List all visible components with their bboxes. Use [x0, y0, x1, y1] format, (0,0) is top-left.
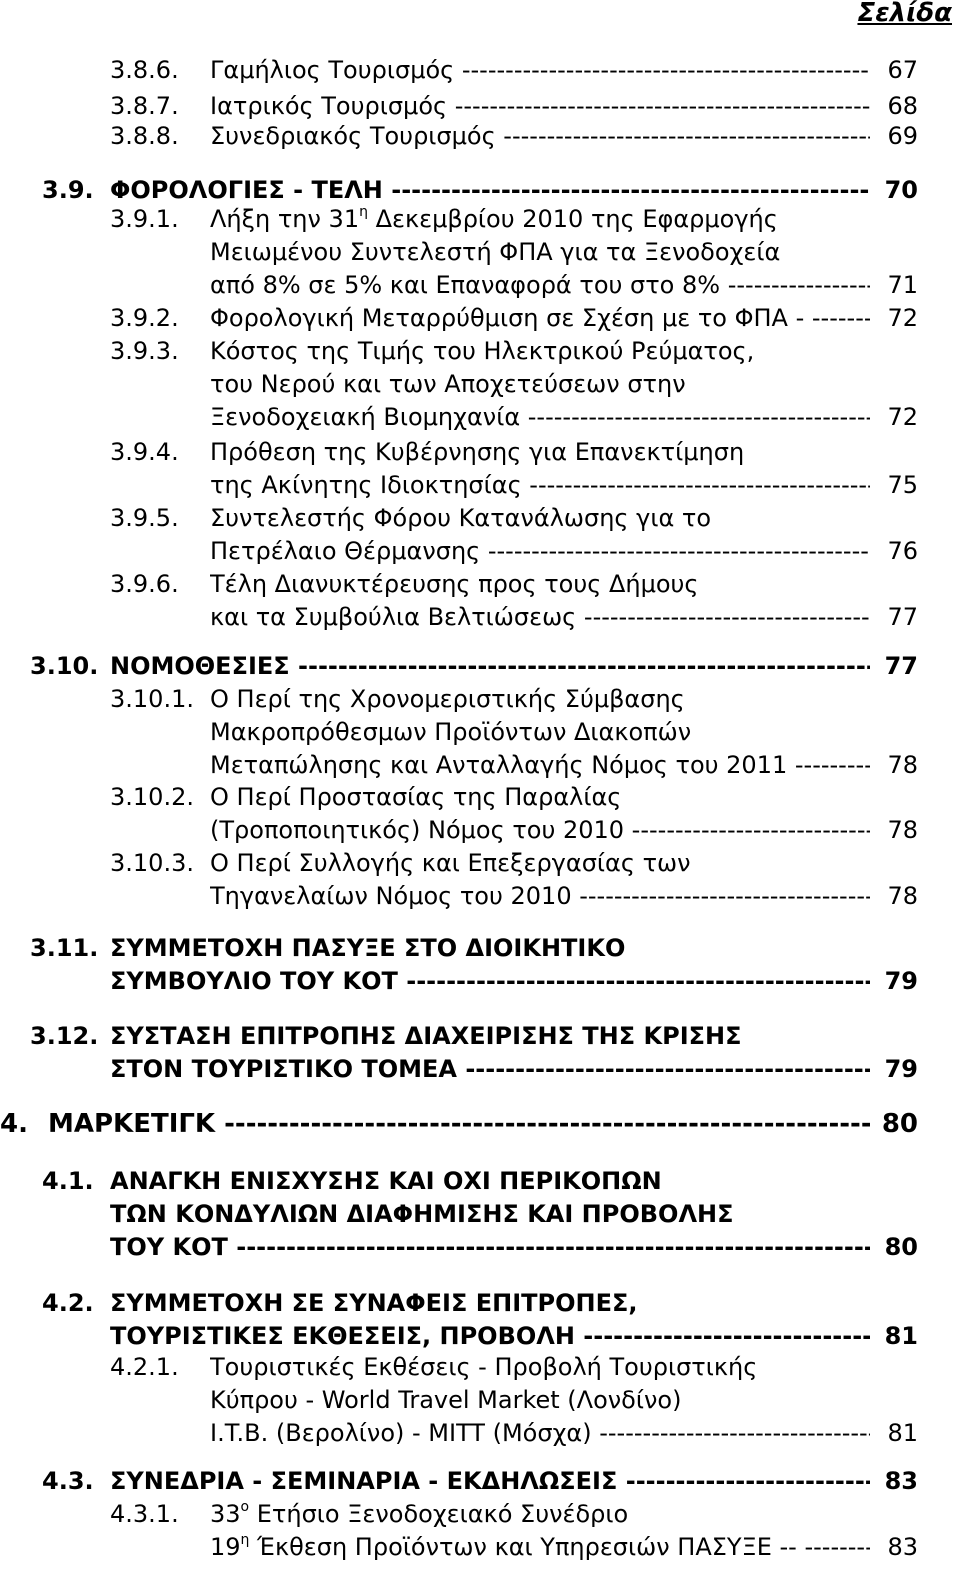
section-title: ΝΟΜΟΘΕΣΙΕΣ -----: [110, 650, 870, 683]
section-title: Πρόθεση της Κυβέρνησης για Επανεκτίμηση: [210, 438, 745, 466]
section-title: του Νερού και των Αποχετεύσεων στην: [210, 370, 686, 398]
page-number: 72: [887, 304, 918, 332]
toc-entry-line[interactable]: [0, 335, 918, 368]
section-title: της Ακίνητης Ιδιοκτησίας -----: [210, 469, 870, 502]
toc-entry-line[interactable]: [0, 781, 918, 814]
toc-entry-line[interactable]: [0, 1053, 918, 1086]
page-number: 71: [887, 271, 918, 299]
section-title: ΜΑΡΚΕΤΙΓΚ -----: [48, 1108, 870, 1141]
page-number: 80: [881, 1109, 918, 1139]
section-number: 3.9.5.: [110, 504, 179, 532]
toc-entry-line[interactable]: [0, 502, 918, 535]
section-title: ΣΥΜΜΕΤΟΧΗ ΣΕ ΣΥΝΑΦΕΙΣ ΕΠΙΤΡΟΠΕΣ,: [110, 1289, 638, 1317]
toc-entry-line[interactable]: [0, 203, 918, 236]
section-number: 3.10.2.: [110, 783, 194, 811]
toc-entry-line[interactable]: [0, 932, 918, 965]
section-number: 3.10.: [30, 652, 99, 680]
toc-entry-line[interactable]: [0, 269, 918, 302]
page-number: 83: [884, 1467, 918, 1495]
section-title: Κύπρου - World Travel Market (Λονδίνο): [210, 1386, 682, 1414]
section-number: 3.11.: [30, 934, 99, 962]
section-number: 3.12.: [30, 1022, 99, 1050]
section-number: 4.2.: [42, 1289, 94, 1317]
section-title: ΣΥΝΕΔΡΙΑ - ΣΕΜΙΝΑΡΙΑ - ΕΚΔΗΛΩΣΕΙΣ -----: [110, 1465, 870, 1498]
section-title: Φορολογική Μεταρρύθμιση σε Σχέση με το ΦΠΑ - -----: [210, 302, 870, 335]
toc-entry-line[interactable]: [0, 302, 918, 335]
section-number: 3.8.7.: [110, 92, 179, 120]
section-title: και τα Συμβούλια Βελτιώσεως -----: [210, 601, 870, 634]
section-number: 4.1.: [42, 1167, 94, 1195]
section-title: Πετρέλαιο Θέρμανσης -----: [210, 535, 870, 568]
section-number: 4.2.1.: [110, 1353, 179, 1381]
section-title: Ο Περί Προστασίας της Παραλίας: [210, 783, 622, 811]
toc-entry-line[interactable]: [0, 847, 918, 880]
toc-entry-line[interactable]: [0, 54, 918, 87]
section-title: I.T.B. (Βερολίνο) - MITT (Μόσχα) -----: [210, 1417, 870, 1450]
toc-entry-line[interactable]: [0, 1531, 918, 1564]
page-number: 75: [887, 471, 918, 499]
section-title: $19^\eta$ Έκθεση Προϊόντων και Υπηρεσιών ΠΑΣΥΞΕ -- -----: [210, 1531, 870, 1564]
toc-entry-line[interactable]: [0, 469, 918, 502]
toc-entry-line[interactable]: [0, 535, 918, 568]
section-number: 3.8.6.: [110, 56, 179, 84]
page-number: 78: [887, 816, 918, 844]
section-title: Μακροπρόθεσμων Προϊόντων Διακοπών: [210, 718, 692, 746]
toc-entry-line[interactable]: [0, 683, 918, 716]
section-number: 3.10.1.: [110, 685, 194, 713]
section-number: 3.9.2.: [110, 304, 179, 332]
section-title: από 8% σε 5% και Επαναφορά του στο 8% -----: [210, 269, 870, 302]
toc-entry-line[interactable]: [0, 1165, 918, 1198]
toc-entry-line[interactable]: [0, 1198, 918, 1231]
section-title: Γαμήλιος Τουρισμός -----: [210, 54, 870, 87]
section-title: Συντελεστής Φόρου Κατανάλωσης για το: [210, 504, 712, 532]
toc-entry-line[interactable]: [0, 1020, 918, 1053]
toc-entry-line[interactable]: [0, 1108, 918, 1141]
toc-entry-line[interactable]: [0, 1320, 918, 1353]
section-title: (Τροποποιητικός) Νόμος του 2010 -----: [210, 814, 870, 847]
section-title: Συνεδριακός Τουρισμός -----: [210, 120, 870, 153]
section-title: Μεταπώλησης και Ανταλλαγής Νόμος του 2011 -----: [210, 749, 870, 782]
section-number: 3.8.8.: [110, 122, 179, 150]
section-title: ΣΥΜΜΕΤΟΧΗ ΠΑΣΥΞΕ ΣΤΟ ΔΙΟΙΚΗΤΙΚΟ: [110, 934, 626, 962]
section-title: ΦΟΡΟΛΟΓΙΕΣ - ΤΕΛΗ -----: [110, 174, 870, 207]
section-title: ΤΟΥ ΚΟΤ -----: [110, 1231, 870, 1264]
toc-entry-line[interactable]: [0, 716, 918, 749]
page-number: 70: [884, 176, 918, 204]
toc-entry-line[interactable]: [0, 601, 918, 634]
section-title: ΣΥΣΤΑΣΗ ΕΠΙΤΡΟΠΗΣ ΔΙΑΧΕΙΡΙΣΗΣ ΤΗΣ ΚΡΙΣΗΣ: [110, 1022, 742, 1050]
section-number: 3.9.: [42, 176, 94, 204]
toc-entry-line[interactable]: [0, 814, 918, 847]
toc-entry-line[interactable]: [0, 1287, 918, 1320]
page-number: 69: [887, 122, 918, 150]
page-number: 81: [887, 1419, 918, 1447]
section-title: Τηγανελαίων Νόμος του 2010 -----: [210, 880, 870, 913]
section-title: Ιατρικός Τουρισμός -----: [210, 90, 870, 123]
toc-entry-line[interactable]: [0, 568, 918, 601]
section-title: Κόστος της Τιμής του Ηλεκτρικού Ρεύματος,: [210, 337, 755, 365]
page-number: 79: [884, 1055, 918, 1083]
page-number: 72: [887, 403, 918, 431]
toc-entry-line[interactable]: [0, 880, 918, 913]
page-number: 77: [884, 652, 918, 680]
toc-entry-line[interactable]: [0, 368, 918, 401]
toc-entry-line[interactable]: [0, 749, 918, 782]
page-number: 78: [887, 882, 918, 910]
section-number: 4.: [0, 1109, 28, 1139]
section-title: Τέλη Διανυκτέρευσης προς τους Δήμους: [210, 570, 699, 598]
section-number: 3.9.3.: [110, 337, 179, 365]
section-title: ΑΝΑΓΚΗ ΕΝΙΣΧΥΣΗΣ ΚΑΙ ΟΧΙ ΠΕΡΙΚΟΠΩΝ: [110, 1167, 662, 1195]
toc-entry-line[interactable]: [0, 1465, 918, 1498]
section-title: ΤΩΝ ΚΟΝΔΥΛΙΩΝ ΔΙΑΦΗΜΙΣΗΣ ΚΑΙ ΠΡΟΒΟΛΗΣ: [110, 1200, 734, 1228]
page-number: 81: [884, 1322, 918, 1350]
section-title: Ο Περί της Χρονομεριστικής Σύμβασης: [210, 685, 685, 713]
section-title: Ξενοδοχειακή Βιομηχανία -----: [210, 401, 870, 434]
page-column-heading: Σελίδα: [857, 0, 952, 28]
page-number: 67: [887, 56, 918, 84]
section-title: ΣΥΜΒΟΥΛΙΟ ΤΟΥ ΚΟΤ -----: [110, 965, 870, 998]
section-number: 3.9.4.: [110, 438, 179, 466]
toc-entry-line[interactable]: [0, 1417, 918, 1450]
toc-entry-line[interactable]: [0, 1231, 918, 1264]
page-number: 68: [887, 92, 918, 120]
toc-entry-line[interactable]: [0, 90, 918, 123]
section-number: 4.3.: [42, 1467, 94, 1495]
toc-entry-line[interactable]: [0, 965, 918, 998]
page-number: 80: [884, 1233, 918, 1261]
page-number: 79: [884, 967, 918, 995]
section-title: Τουριστικές Εκθέσεις - Προβολή Τουριστικής: [210, 1353, 758, 1381]
section-title: Μειωμένου Συντελεστή ΦΠΑ για τα Ξενοδοχεία: [210, 238, 781, 266]
section-number: 3.9.1.: [110, 205, 179, 233]
section-title: $33^o$ Ετήσιο Ξενοδοχειακό Συνέδριο: [210, 1499, 629, 1528]
toc-entry-line[interactable]: [0, 650, 918, 683]
toc-entry-line[interactable]: [0, 1351, 918, 1384]
section-title: Ο Περί Συλλογής και Επεξεργασίας των: [210, 849, 691, 877]
page-number: 78: [887, 751, 918, 779]
section-number: 4.3.1.: [110, 1500, 179, 1528]
section-title: Λήξη την $31^\eta$ Δεκεμβρίου 2010 της Εφαρμογής: [210, 204, 778, 233]
page-number: 76: [887, 537, 918, 565]
section-number: 3.10.3.: [110, 849, 194, 877]
toc-entry-line[interactable]: [0, 436, 918, 469]
section-title: ΣΤΟΝ ΤΟΥΡΙΣΤΙΚΟ ΤΟΜΕΑ -----: [110, 1053, 870, 1086]
toc-entry-line[interactable]: [0, 120, 918, 153]
page-number: 83: [887, 1533, 918, 1561]
toc-entry-line[interactable]: [0, 236, 918, 269]
section-title: ΤΟΥΡΙΣΤΙΚΕΣ ΕΚΘΕΣΕΙΣ, ΠΡΟΒΟΛΗ -----: [110, 1320, 870, 1353]
page-number: 77: [887, 603, 918, 631]
toc-entry-line[interactable]: [0, 401, 918, 434]
toc-entry-line[interactable]: [0, 1498, 918, 1531]
toc-entry-line[interactable]: [0, 1384, 918, 1417]
section-number: 3.9.6.: [110, 570, 179, 598]
